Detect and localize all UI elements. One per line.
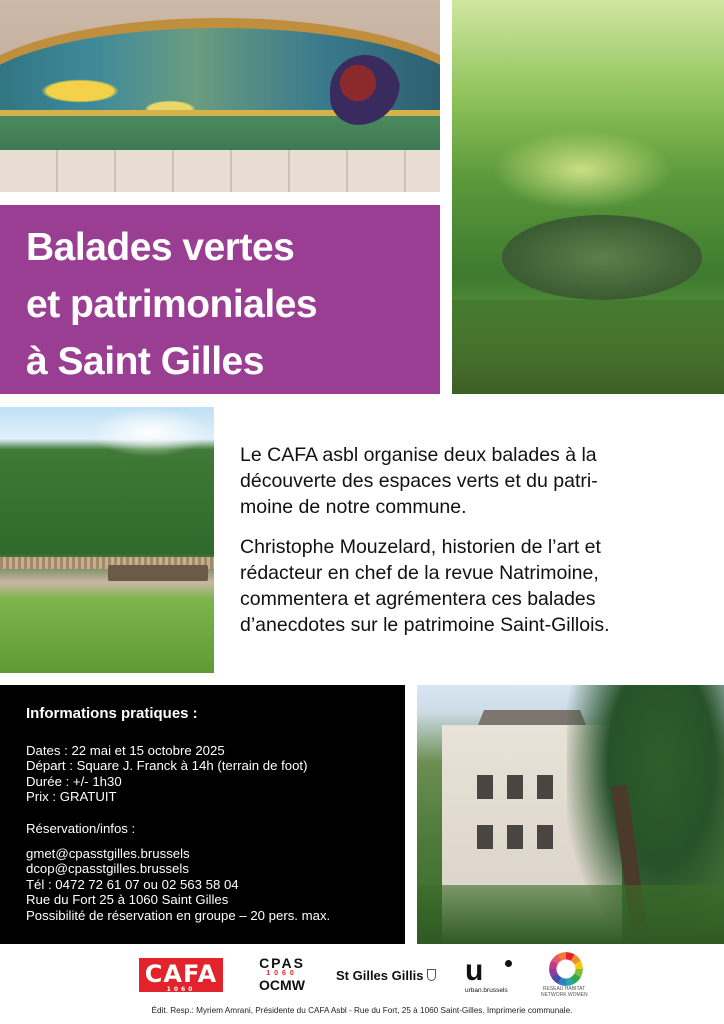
info-row: Réservation/infos : bbox=[26, 820, 136, 836]
description-paragraph bbox=[240, 534, 710, 638]
cafa-logo bbox=[139, 958, 223, 992]
mosaic-photo bbox=[0, 0, 440, 192]
building-window bbox=[537, 825, 553, 849]
logos-row bbox=[0, 952, 724, 1000]
info-box bbox=[0, 685, 405, 944]
description-line: d’anecdotes sur le patrimoine Saint-Gillois. bbox=[240, 614, 610, 636]
dot-icon bbox=[505, 960, 512, 967]
info-row: Durée : +/- 1h30 bbox=[26, 773, 122, 789]
description-paragraph bbox=[240, 442, 710, 520]
email-link[interactable]: dcop@cpasstgilles.brussels bbox=[26, 861, 189, 877]
footer-credits: Édit. Resp.: Myriem Amrani, Présidente du CAFA Asbl - Rue du Fort, 25 à 1060 Saint-Gilles. Imprimerie communale. bbox=[151, 1006, 573, 1015]
stgilles-logo bbox=[336, 968, 436, 986]
pond-foreground bbox=[452, 300, 724, 394]
building-photo bbox=[417, 685, 724, 944]
title-box bbox=[0, 205, 440, 394]
group-note: Possibilité de réservation en groupe – 20 pers. max. bbox=[26, 907, 331, 923]
urban-logo-text: urban.brussels bbox=[465, 987, 508, 994]
mosaic-stone-frame bbox=[0, 150, 440, 192]
building-window bbox=[507, 775, 523, 799]
email-link[interactable]: gmet@cpasstgilles.brussels bbox=[26, 846, 190, 862]
cafa-logo-sub: 1060 bbox=[166, 986, 196, 993]
urban-logo-letter: u bbox=[465, 954, 484, 987]
rhn-logo-line: RESEAU HABITAT bbox=[542, 986, 586, 992]
building-bushes bbox=[417, 885, 724, 944]
description-line: Christophe Mouzelard, historien de l’art et bbox=[240, 536, 601, 558]
description-line: moine de notre commune. bbox=[240, 496, 467, 518]
cafa-logo-text: CAFA bbox=[144, 960, 218, 988]
pond-photo bbox=[452, 0, 724, 394]
description-line: commentera et agrémentera ces balades bbox=[240, 588, 596, 610]
building-window bbox=[477, 825, 493, 849]
title-line: Balades vertes bbox=[26, 226, 295, 269]
crest-icon bbox=[427, 969, 436, 981]
color-ring-icon bbox=[549, 952, 583, 986]
stgilles-logo-text: St Gilles Gillis bbox=[336, 968, 424, 983]
info-details bbox=[26, 743, 405, 805]
title-line: à Saint Gilles bbox=[26, 340, 264, 383]
pond-sunlight bbox=[492, 130, 672, 210]
building-window bbox=[477, 775, 493, 799]
description-line: découverte des espaces verts et du patri- bbox=[240, 470, 598, 492]
cpas-logo bbox=[254, 956, 310, 996]
building-window bbox=[537, 775, 553, 799]
info-heading: Informations pratiques : bbox=[26, 705, 198, 722]
phone-text: Tél : 0472 72 61 07 ou 02 563 58 04 bbox=[26, 876, 239, 892]
park-photo bbox=[0, 407, 214, 673]
info-row: Départ : Square J. Franck à 14h (terrain de foot) bbox=[26, 758, 308, 774]
description-line: Le CAFA asbl organise deux balades à la bbox=[240, 444, 597, 466]
reseau-habitat-logo bbox=[541, 952, 588, 1000]
rhn-logo-line: NETWORK WOMEN bbox=[541, 992, 588, 998]
title-line: et patrimoniales bbox=[26, 283, 318, 326]
urban-logo bbox=[465, 954, 521, 998]
cpas-logo-mid: 1060 bbox=[266, 970, 298, 977]
description bbox=[240, 442, 710, 652]
info-row: Dates : 22 mai et 15 octobre 2025 bbox=[26, 743, 225, 758]
info-contacts bbox=[26, 846, 405, 923]
address-text: Rue du Fort 25 à 1060 Saint Gilles bbox=[26, 892, 229, 908]
info-row: Prix : GRATUIT bbox=[26, 789, 117, 805]
description-line: rédacteur en chef de la revue Natrimoine, bbox=[240, 562, 599, 584]
info-reservation bbox=[26, 821, 405, 836]
mosaic-rooster bbox=[330, 55, 400, 125]
building-window bbox=[507, 825, 523, 849]
cpas-logo-bottom: OCMW bbox=[259, 977, 305, 993]
cpas-logo-top: CPAS bbox=[259, 955, 305, 971]
park-bench bbox=[108, 565, 208, 581]
pond-water bbox=[502, 215, 702, 300]
park-cloud bbox=[90, 407, 210, 457]
